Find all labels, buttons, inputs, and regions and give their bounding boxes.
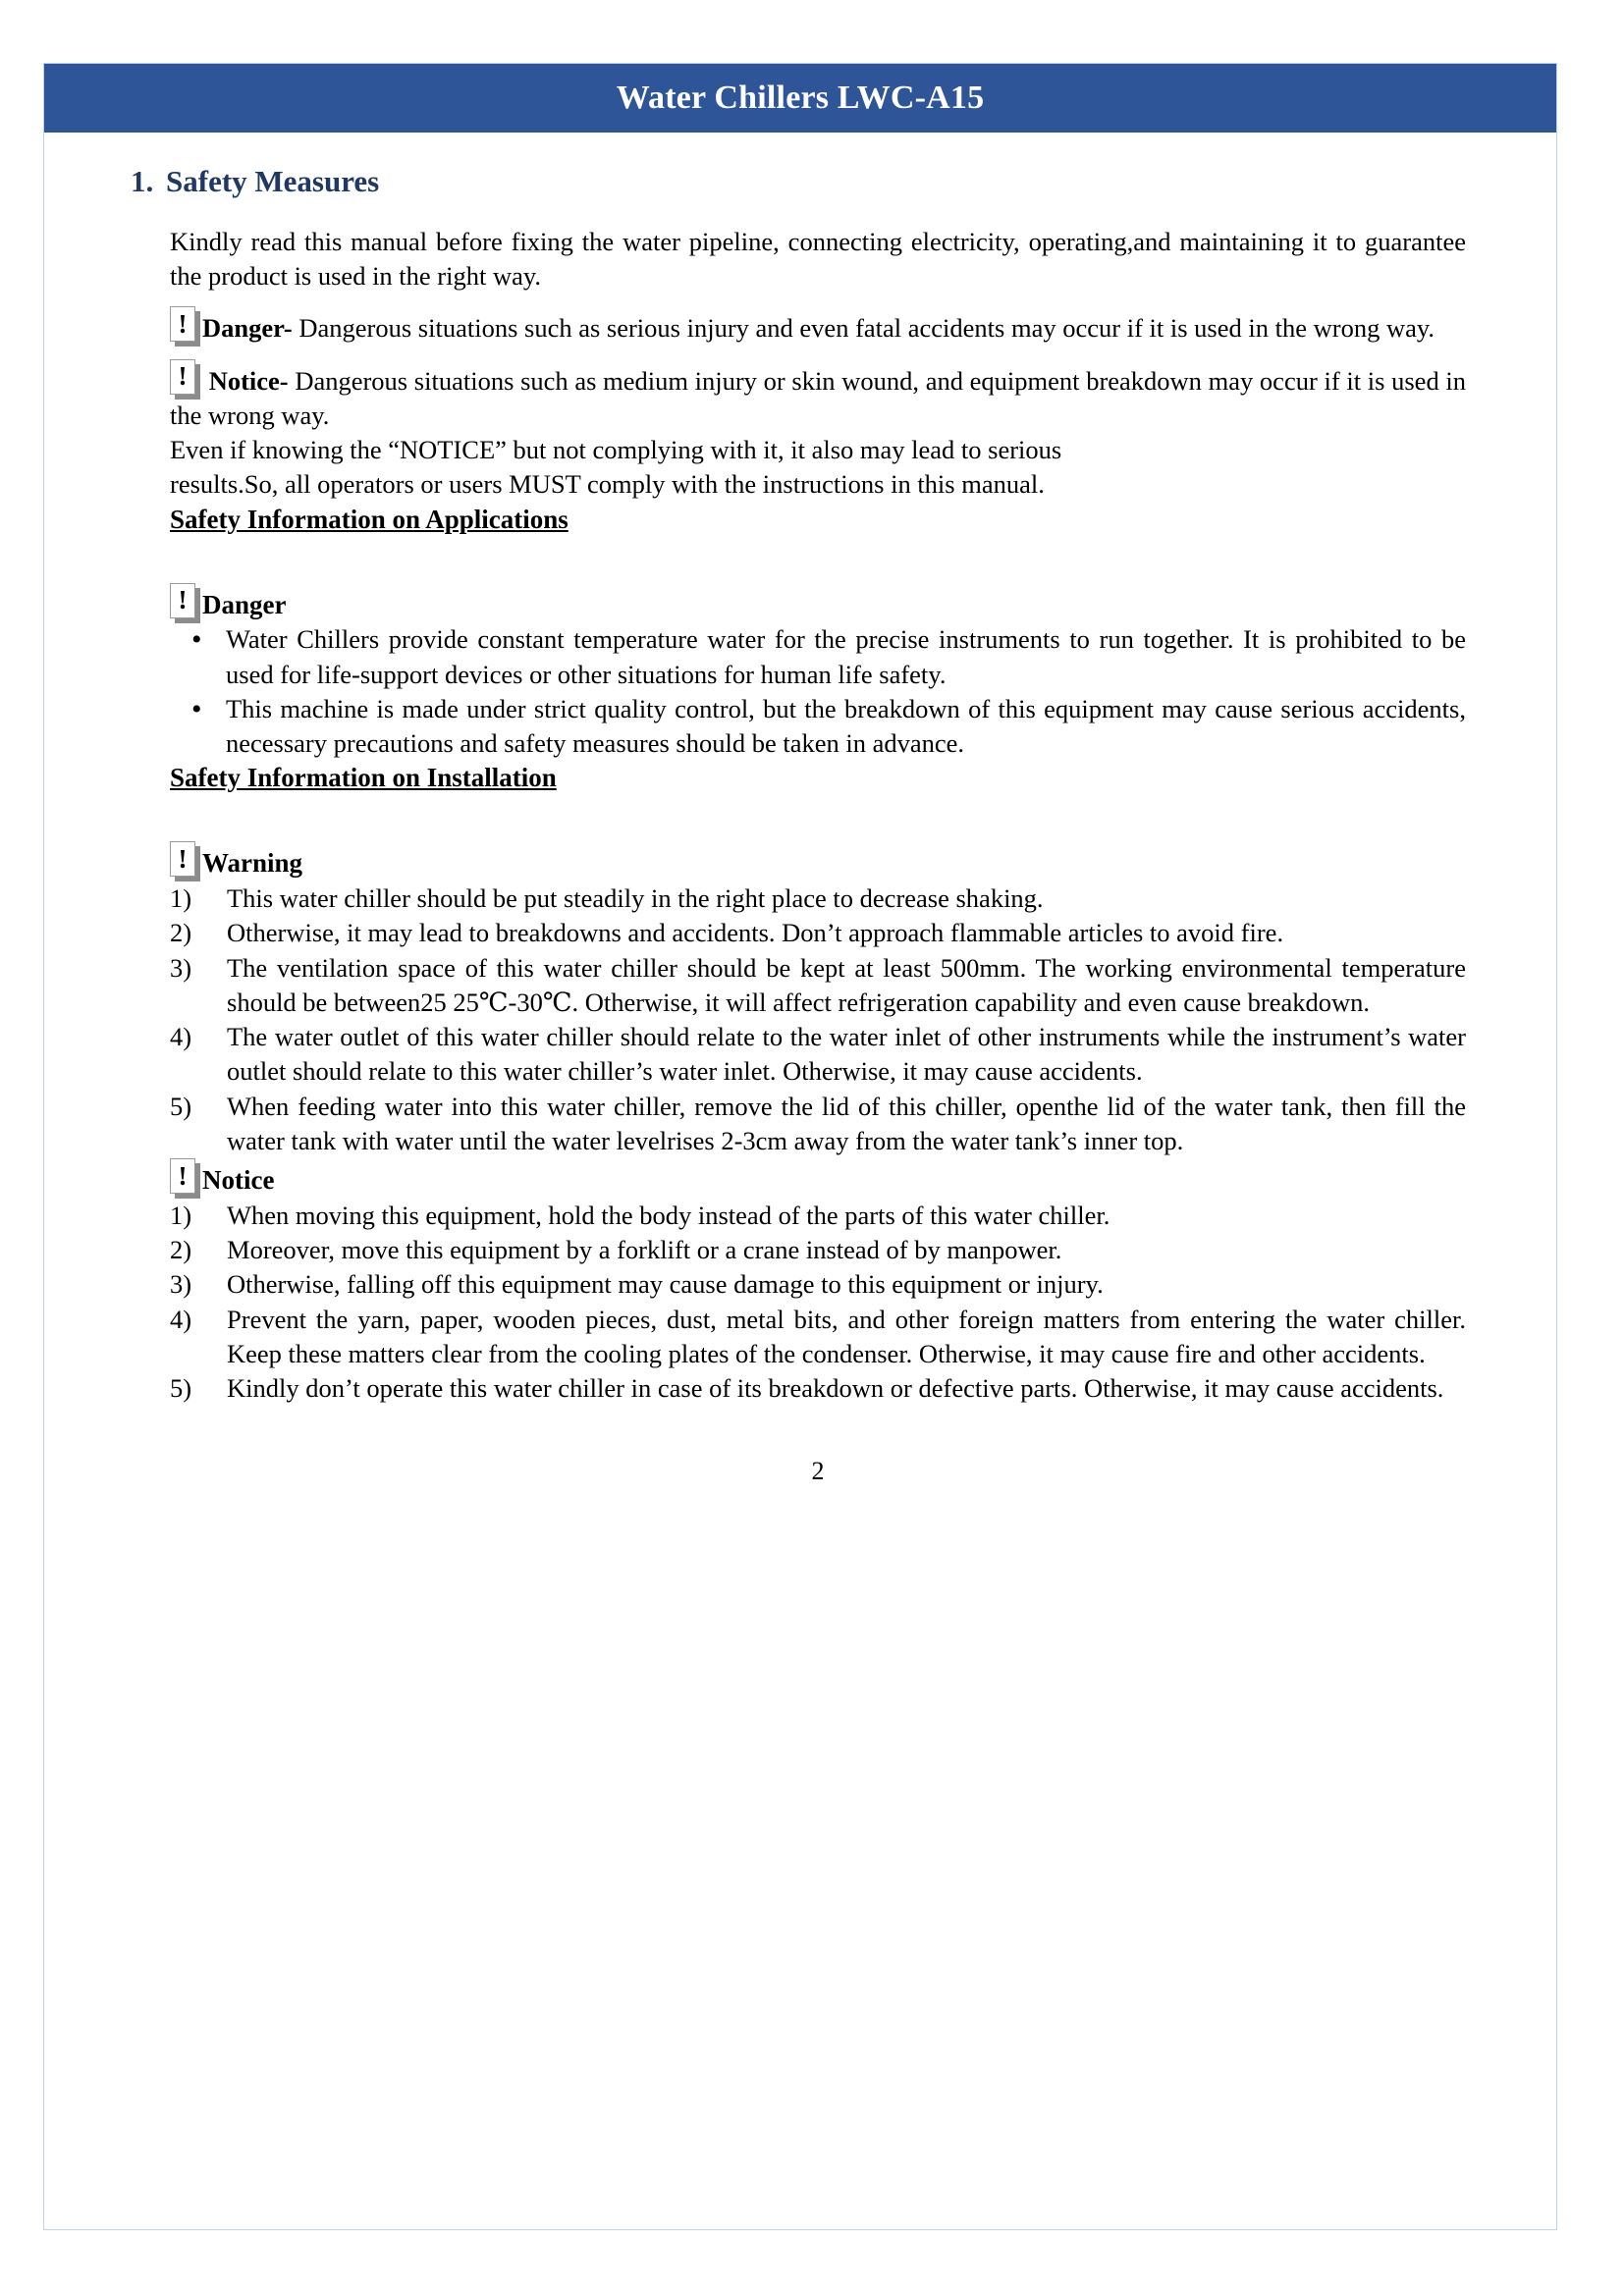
intro-paragraph: Kindly read this manual before fixing the water pipeline, connecting electricity, operating,and maintaining it to guarantee the product is used in the right way. <box>170 227 1466 292</box>
warning-exclamation-icon: ! <box>170 359 199 399</box>
section-number: 1. <box>131 164 154 198</box>
section-title: Safety Measures <box>166 164 380 198</box>
danger-block-label: Danger <box>202 589 287 619</box>
warning-numbered-list <box>170 881 1466 1158</box>
list-item: This water chiller should be put steadily in the right place to decrease shaking. <box>227 883 1044 914</box>
list-item: The ventilation space of this water chiller should be kept at least 500mm. The working environmental temperature should be between25 25℃-30℃. Otherwise, it will affect refrigeration capability and even cause breakdown. <box>227 952 1466 1017</box>
list-item: When moving this equipment, hold the body instead of the parts of this water chiller. <box>227 1200 1110 1230</box>
notice-block-label: Notice <box>202 1165 275 1196</box>
notice-definition-text: Dangerous situations such as medium injury or skin wound, and equipment breakdown may occur if it is used in the wrong way. <box>170 365 1466 430</box>
notice-block-label-row <box>170 1158 1466 1199</box>
danger-block-label-row <box>170 583 1466 623</box>
list-item: When feeding water into this water chiller, remove the lid of this chiller, openthe lid of the water tank, then fill the water tank with water until the water levelrises 2-3cm away from the water tank’s inner top. <box>227 1091 1466 1155</box>
subheading-applications-text: Safety Information on Applications <box>170 504 568 534</box>
warning-exclamation-icon: ! <box>170 841 199 881</box>
danger-definition-text: Dangerous situations such as serious injury and even fatal accidents may occur if it is used in the wrong way. <box>292 313 1435 344</box>
notice-definition-paragraph <box>170 359 1466 433</box>
notice-followup-line-2: results.So, all operators or users MUST comply with the instructions in this manual. <box>170 469 1045 500</box>
list-item: Otherwise, falling off this equipment may cause damage to this equipment or injury. <box>227 1269 1104 1300</box>
list-item: • Water Chillers provide constant temperature water for the precise instruments to run together. It is prohibited to be used for life-support devices or other situations for human life safety. <box>170 622 1466 691</box>
subheading-applications <box>170 503 1466 538</box>
list-item: Otherwise, it may lead to breakdowns and accidents. Don’t approach flammable articles to avoid fire. <box>227 918 1284 948</box>
list-item: Prevent the yarn, paper, wooden pieces, dust, metal bits, and other foreign matters from entering the water chiller. Keep these matters clear from the cooling plates of the condenser. Otherwise, it may cause fire and other accidents. <box>227 1304 1466 1368</box>
page-content <box>44 133 1556 1489</box>
section-heading <box>131 164 1556 199</box>
notice-followup-line-1: Even if knowing the “NOTICE” but not complying with it, it also may lead to serious <box>170 435 1062 465</box>
danger-definition-paragraph <box>170 306 1466 346</box>
danger-bullet-list <box>170 622 1466 761</box>
warning-block-label-row <box>170 841 1466 881</box>
document-header-banner <box>44 64 1556 133</box>
subheading-installation <box>170 761 1466 796</box>
document-title: Water Chillers LWC-A15 <box>616 80 985 116</box>
warning-exclamation-icon: ! <box>170 1158 199 1198</box>
warning-exclamation-icon: ! <box>170 306 199 346</box>
page-number: 2 <box>811 1457 825 1486</box>
list-item: Kindly don’t operate this water chiller in case of its breakdown or defective parts. Otherwise, it may cause accidents. <box>227 1373 1444 1404</box>
list-item: Moreover, move this equipment by a forklift or a crane instead of by manpower. <box>227 1235 1062 1265</box>
list-item: The water outlet of this water chiller should relate to the water inlet of other instruments while the instrument’s water outlet should relate to this water chiller’s water inlet. Otherwise, it may cause accidents. <box>227 1022 1466 1087</box>
list-item: • This machine is made under strict quality control, but the breakdown of this equipment may cause serious accidents, necessary precautions and safety measures should be taken in advance. <box>170 692 1466 761</box>
notice-definition-label: Notice- <box>208 365 289 396</box>
warning-block-label: Warning <box>202 848 303 879</box>
warning-exclamation-icon: ! <box>170 583 199 622</box>
notice-numbered-list <box>170 1199 1466 1406</box>
body-column <box>170 225 1466 1489</box>
subheading-installation-text: Safety Information on Installation <box>170 763 557 793</box>
page-frame <box>43 63 1557 2230</box>
danger-definition-label: Danger- <box>202 313 293 344</box>
